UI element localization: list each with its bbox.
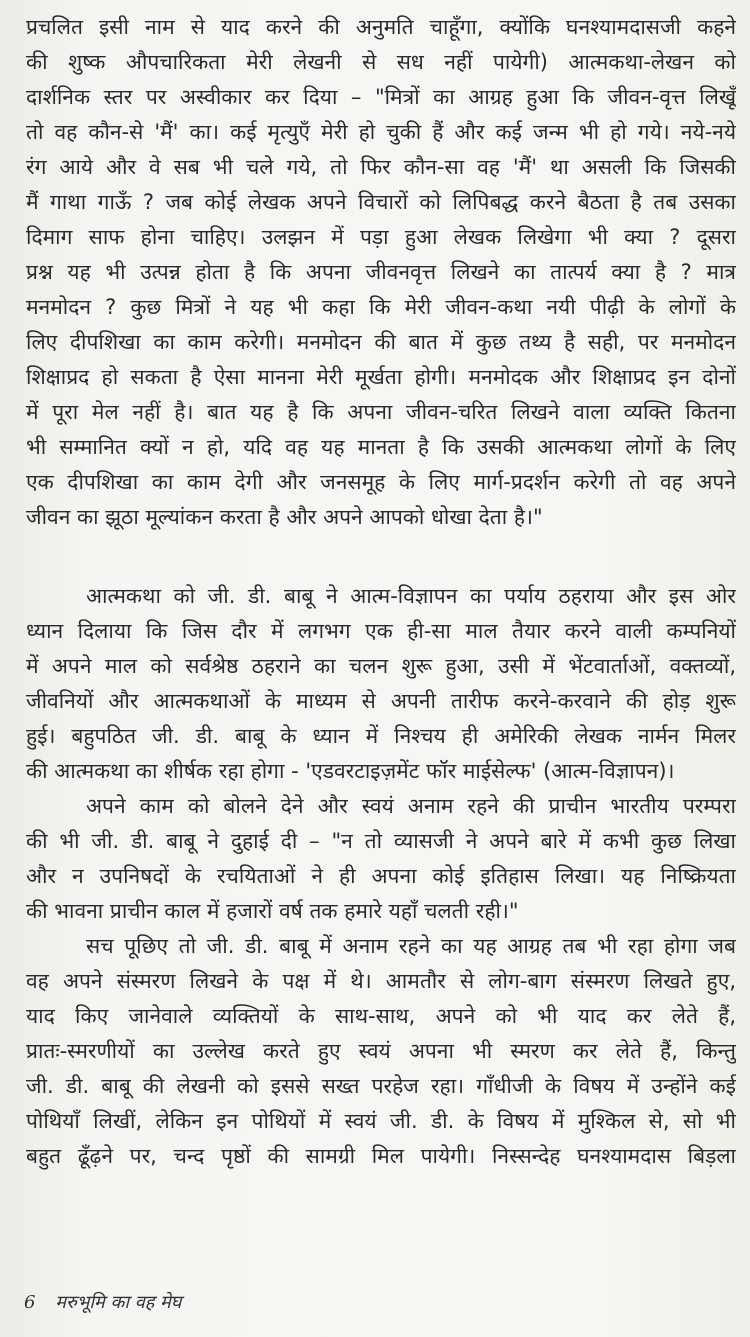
text-line: जीवनियों और आत्मकथाओं के माध्यम से अपनी तारीफ करने-करवाने की होड़ शुरू	[26, 689, 736, 713]
text-line: प्रचलित इसी नाम से याद करने की अनुमति चाहूँगा, क्योंकि घनश्यामदासजी कहने	[26, 15, 736, 39]
text-line: जीवन का झूठा मूल्यांकन करता है और अपने आपको धोखा देता है।"	[26, 505, 543, 529]
text-line: मनमोदन ? कुछ मित्रों ने यह भी कहा कि मेरी जीवन-कथा नयी पीढ़ी के लोगों के	[26, 295, 736, 319]
text-line: और न उपनिषदों के रचयिताओं ने ही अपना कोई इतिहास लिखा। यह निष्क्रियता	[26, 864, 736, 888]
text-line: मैं गाथा गाऊँ ? जब कोई लेखक अपने विचारों को लिपिबद्ध करने बैठता है तब उसका	[26, 190, 736, 214]
text-line: में पूरा मेल नहीं है। बात यह है कि अपना जीवन-चरित लिखने वाला व्यक्ति कितना	[26, 400, 736, 424]
text-line: याद किए जानेवाले व्यक्तियों के साथ-साथ, अपने को भी याद कर लेते हैं,	[26, 1004, 736, 1028]
text-line: पोथियाँ लिखीं, लेकिन इन पोथियों में स्वयं जी. डी. के विषय में मुश्किल से, सो भी	[26, 1109, 736, 1133]
page-number: 6	[24, 1292, 36, 1313]
text-line: दिमाग साफ होना चाहिए। उलझन में पड़ा हुआ लेखक लिखेगा भी क्या ? दूसरा	[26, 225, 736, 249]
text-line: वह अपने संस्मरण लिखने के पक्ष में थे। आमतौर से लोग-बाग संस्मरण लिखते हुए,	[26, 969, 736, 993]
paragraph-memoirs	[26, 929, 736, 1174]
text-line: की भावना प्राचीन काल में हजारों वर्ष तक हमारे यहाँ चलती रही।"	[26, 899, 519, 923]
text-line: एक दीपशिखा का काम देगी और जनसमूह के लिए मार्ग-प्रदर्शन करेगी तो वह अपने	[26, 470, 736, 494]
text-line: जी. डी. बाबू की लेखनी को इससे सख्त परहेज रहा। गाँधीजी के विषय में उन्होंने कई	[26, 1074, 736, 1098]
text-line: सच पूछिए तो जी. डी. बाबू में अनाम रहने का यह आग्रह तब भी रहा होगा जब	[86, 934, 736, 958]
text-line: रंग आये और वे सब भी चले गये, तो फिर कौन-सा वह 'मैं' था असली कि जिसकी	[26, 155, 736, 179]
text-line: में अपने माल को सर्वश्रेष्ठ ठहराने का चलन शुरू हुआ, उसी में भेंटवार्ताओं, वक्तव्यों,	[26, 654, 736, 678]
paragraph-gap	[26, 535, 736, 579]
text-line: की भी जी. डी. बाबू ने दुहाई दी – "न तो व्यासजी ने अपने बारे में कभी कुछ लिखा	[26, 829, 736, 853]
text-line: ध्यान दिलाया कि जिस दौर में लगभग एक ही-सा माल तैयार करने वाली कम्पनियों	[26, 619, 736, 643]
text-line: प्रातः-स्मरणीयों का उल्लेख करते हुए स्वयं अपना भी स्मरण कर लेते हैं, किन्तु	[26, 1039, 736, 1063]
text-line: भी सम्मानित क्यों न हो, यदि वह यह मानता है कि उसकी आत्मकथा लोगों के लिए	[26, 435, 736, 459]
text-line: हुई। बहुपठित जी. डी. बाबू के ध्यान में निश्चय ही अमेरिकी लेखक नार्मन मिलर	[26, 724, 736, 748]
text-line: दार्शनिक स्तर पर अस्वीकार कर दिया – "मित्रों का आग्रह हुआ कि जीवन-वृत्त लिखूँ	[26, 85, 736, 109]
text-line: की आत्मकथा का शीर्षक रहा होगा - 'एडवरटाइज़मेंट फॉर माईसेल्फ' (आत्म-विज्ञापन)।	[26, 759, 675, 783]
running-book-title: मरुभूमि का वह मेघ	[55, 1292, 182, 1313]
text-line: तो वह कौन-से 'मैं' का। कई मृत्युएँ मेरी हो चुकी हैं और कई जन्म भी हो गये। नये-नये	[26, 120, 736, 144]
paragraph-quote-continuation	[26, 10, 736, 535]
text-line: की शुष्क औपचारिकता मेरी लेखनी से सध नहीं पायेगी) आत्मकथा-लेखन को	[26, 50, 736, 74]
text-line: शिक्षाप्रद हो सकता है ऐसा मानना मेरी मूर्खता होगी। मनमोदक और शिक्षाप्रद इन दोनों	[26, 365, 736, 389]
text-line: लिए दीपशिखा का काम करेगी। मनमोदन की बात में कुछ तथ्य है सही, पर मनमोदन	[26, 330, 736, 354]
text-line: अपने काम को बोलने देने और स्वयं अनाम रहने की प्राचीन भारतीय परम्परा	[86, 794, 736, 818]
text-line: आत्मकथा को जी. डी. बाबू ने आत्म-विज्ञापन का पर्याय ठहराया और इस ओर	[86, 584, 736, 608]
paragraph-anonymity-tradition	[26, 789, 736, 929]
paragraph-autobiography-advertisement	[26, 579, 736, 789]
text-line: बहुत ढूँढ़ने पर, चन्द पृष्ठों की सामग्री मिल पायेगी। निस्सन्देह घनश्यामदास बिड़ला	[26, 1144, 736, 1168]
text-line: प्रश्न यह भी उत्पन्न होता है कि अपना जीवनवृत्त लिखने का तात्पर्य क्या है ? मात्र	[26, 260, 736, 284]
page-footer	[24, 1290, 181, 1314]
